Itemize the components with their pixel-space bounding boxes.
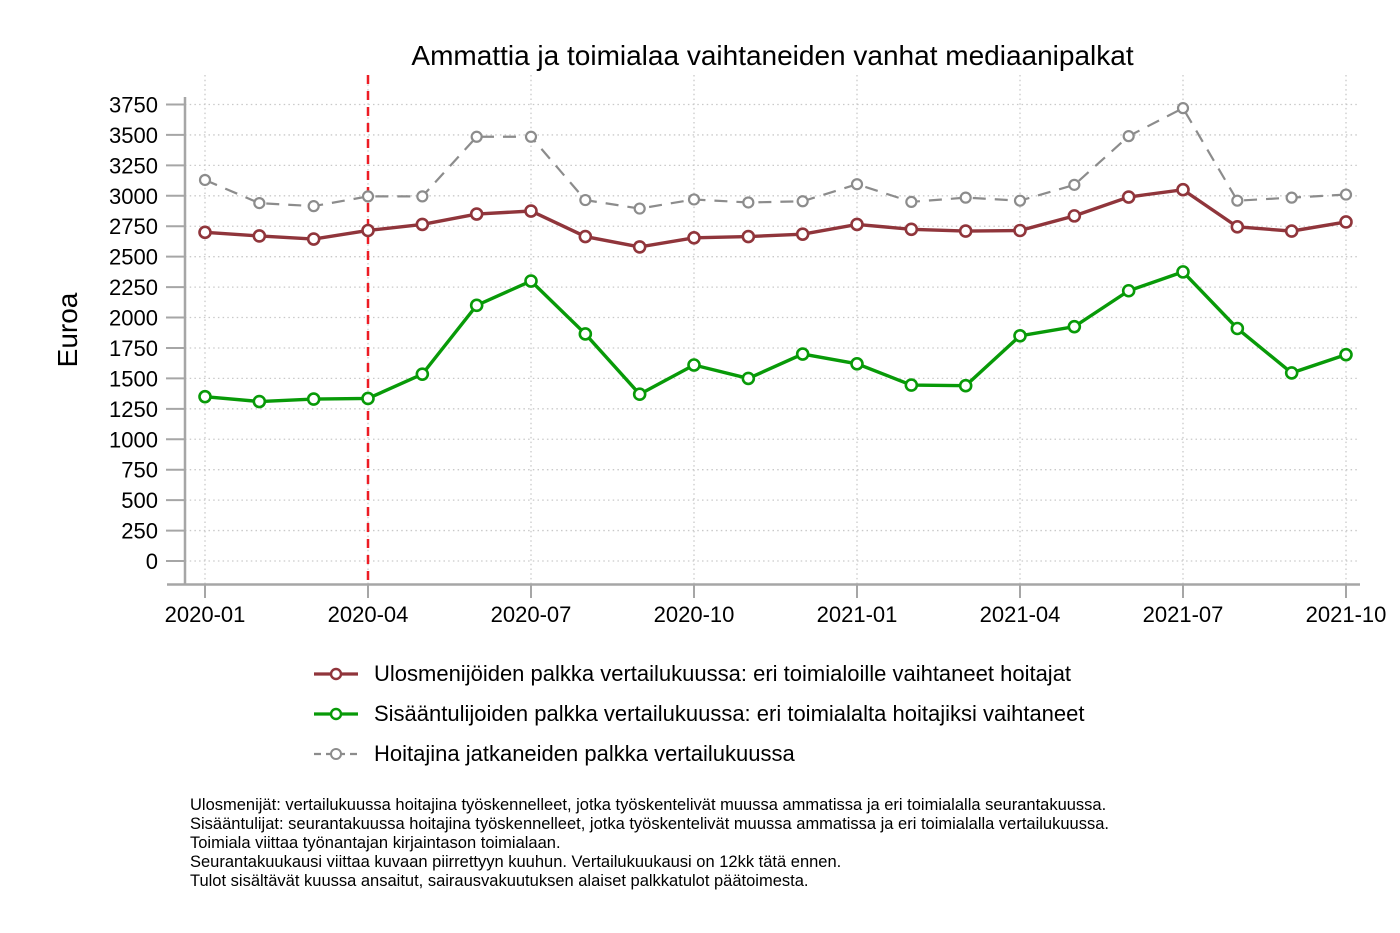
data-point bbox=[254, 198, 264, 208]
x-tick-label: 2021-04 bbox=[979, 602, 1061, 627]
data-point bbox=[689, 232, 700, 243]
data-point bbox=[526, 276, 537, 287]
data-point bbox=[1178, 184, 1189, 195]
y-tick-label: 2750 bbox=[109, 214, 158, 240]
data-point bbox=[254, 230, 265, 241]
data-point bbox=[1341, 190, 1351, 200]
data-point bbox=[200, 391, 211, 402]
data-point bbox=[254, 396, 265, 407]
footnote-line: Toimiala viittaa työnantajan kirjaintason toimialaan. bbox=[190, 834, 561, 852]
data-point bbox=[1286, 226, 1297, 237]
data-point bbox=[1232, 196, 1242, 206]
data-point bbox=[1178, 266, 1189, 277]
data-point bbox=[363, 191, 373, 201]
y-tick-label: 3500 bbox=[109, 122, 158, 148]
data-point bbox=[960, 226, 971, 237]
data-point bbox=[1341, 349, 1352, 360]
data-point bbox=[798, 196, 808, 206]
data-point bbox=[1123, 192, 1134, 203]
data-point bbox=[309, 201, 319, 211]
data-point bbox=[580, 328, 591, 339]
legend-label: Hoitajina jatkaneiden palkka vertailukuussa bbox=[374, 741, 795, 766]
data-point bbox=[417, 219, 428, 230]
data-point bbox=[200, 227, 211, 238]
y-tick-label: 3000 bbox=[109, 183, 158, 209]
data-point bbox=[743, 197, 753, 207]
legend-item-jatkaneet bbox=[313, 740, 1085, 768]
data-point bbox=[417, 191, 427, 201]
y-tick-label: 2500 bbox=[109, 244, 158, 270]
data-point bbox=[1232, 323, 1243, 334]
data-point bbox=[906, 197, 916, 207]
data-point bbox=[417, 369, 428, 380]
legend-label: Sisääntulijoiden palkka vertailukuussa: eri toimialalta hoitajiksi vaihtaneet bbox=[374, 701, 1085, 726]
x-tick-label: 2020-04 bbox=[327, 602, 409, 627]
series-2 bbox=[200, 103, 1351, 213]
footnote-line: Ulosmenijät: vertailukuussa hoitajina työskennelleet, jotka työskentelivät muussa ammatissa ja eri toimialalla seurantakuussa. bbox=[190, 796, 1107, 814]
maroon-line-marker-icon bbox=[313, 663, 359, 685]
legend-item-ulosmenijat bbox=[313, 660, 1085, 688]
data-point bbox=[471, 209, 482, 220]
data-point bbox=[1124, 131, 1134, 141]
footnotes bbox=[190, 796, 1109, 891]
data-point bbox=[689, 360, 700, 371]
chart-title: Ammattia ja toimialaa vaihtaneiden vanhat mediaanipalkat bbox=[411, 40, 1134, 71]
data-point bbox=[308, 394, 319, 405]
x-tick-label: 2020-10 bbox=[653, 602, 735, 627]
y-axis-title: Euroa bbox=[52, 292, 83, 368]
x-tick-label: 2021-07 bbox=[1142, 602, 1224, 627]
legend bbox=[313, 660, 1085, 768]
data-point bbox=[472, 132, 482, 142]
data-point bbox=[852, 358, 863, 369]
y-tick-label: 1750 bbox=[109, 335, 158, 361]
y-tick-label: 3250 bbox=[109, 153, 158, 179]
data-point bbox=[743, 373, 754, 384]
data-point bbox=[743, 231, 754, 242]
y-tick-label: 1000 bbox=[109, 427, 158, 453]
data-point bbox=[1069, 210, 1080, 221]
data-point bbox=[797, 229, 808, 240]
gray-dashed-line-marker-icon bbox=[313, 743, 359, 765]
series-1 bbox=[200, 266, 1352, 407]
data-point bbox=[363, 393, 374, 404]
data-point bbox=[906, 380, 917, 391]
y-tick-label: 1250 bbox=[109, 396, 158, 422]
data-point bbox=[960, 380, 971, 391]
green-line-marker-icon bbox=[313, 703, 359, 725]
footnote-line: Seurantakuukausi viittaa kuvaan piirrettyyn kuuhun. Vertailukuukausi on 12kk tätä ennen. bbox=[190, 853, 842, 871]
data-point bbox=[308, 234, 319, 245]
data-point bbox=[1069, 180, 1079, 190]
legend-item-sisaantulijat bbox=[313, 700, 1085, 728]
data-point bbox=[1015, 330, 1026, 341]
data-point bbox=[852, 219, 863, 230]
data-point bbox=[1286, 367, 1297, 378]
x-tick-label: 2021-01 bbox=[816, 602, 898, 627]
y-tick-label: 2250 bbox=[109, 275, 158, 301]
data-point bbox=[1232, 221, 1243, 232]
data-point bbox=[635, 204, 645, 214]
data-point bbox=[634, 389, 645, 400]
data-point bbox=[1069, 321, 1080, 332]
x-tick-label: 2020-01 bbox=[164, 602, 246, 627]
data-point bbox=[526, 132, 536, 142]
y-tick-label: 250 bbox=[121, 518, 158, 544]
data-point bbox=[1123, 285, 1134, 296]
y-tick-label: 2000 bbox=[109, 305, 158, 331]
data-point bbox=[1287, 193, 1297, 203]
x-tick-label: 2021-10 bbox=[1305, 602, 1387, 627]
legend-label: Ulosmenijöiden palkka vertailukuussa: eri toimialoille vaihtaneet hoitajat bbox=[374, 661, 1072, 686]
x-tick-label: 2020-07 bbox=[490, 602, 572, 627]
y-tick-label: 3750 bbox=[109, 92, 158, 118]
axes bbox=[109, 93, 1386, 628]
data-point bbox=[363, 225, 374, 236]
data-point bbox=[1178, 103, 1188, 113]
data-point bbox=[689, 194, 699, 204]
data-point bbox=[1015, 196, 1025, 206]
data-point bbox=[580, 195, 590, 205]
data-point bbox=[797, 349, 808, 360]
data-point bbox=[1341, 216, 1352, 227]
y-tick-label: 750 bbox=[121, 457, 158, 483]
data-point bbox=[634, 241, 645, 252]
gridlines bbox=[185, 75, 1358, 585]
data-point bbox=[961, 193, 971, 203]
y-tick-label: 1500 bbox=[109, 366, 158, 392]
footnote-line: Tulot sisältävät kuussa ansaitut, sairausvakuutuksen alaiset palkkatulot päätoimesta. bbox=[190, 872, 809, 890]
y-tick-label: 0 bbox=[145, 549, 158, 574]
data-point bbox=[580, 231, 591, 242]
data-point bbox=[200, 175, 210, 185]
data-point bbox=[1015, 225, 1026, 236]
footnote-line: Sisääntulijat: seurantakuussa hoitajina työskennelleet, jotka työskentelivät muussa ammatissa ja eri toimialalla vertailukuussa. bbox=[190, 815, 1109, 833]
data-point bbox=[471, 300, 482, 311]
data-point bbox=[906, 224, 917, 235]
y-tick-label: 500 bbox=[121, 488, 158, 514]
data-point bbox=[852, 179, 862, 189]
data-point bbox=[526, 206, 537, 217]
